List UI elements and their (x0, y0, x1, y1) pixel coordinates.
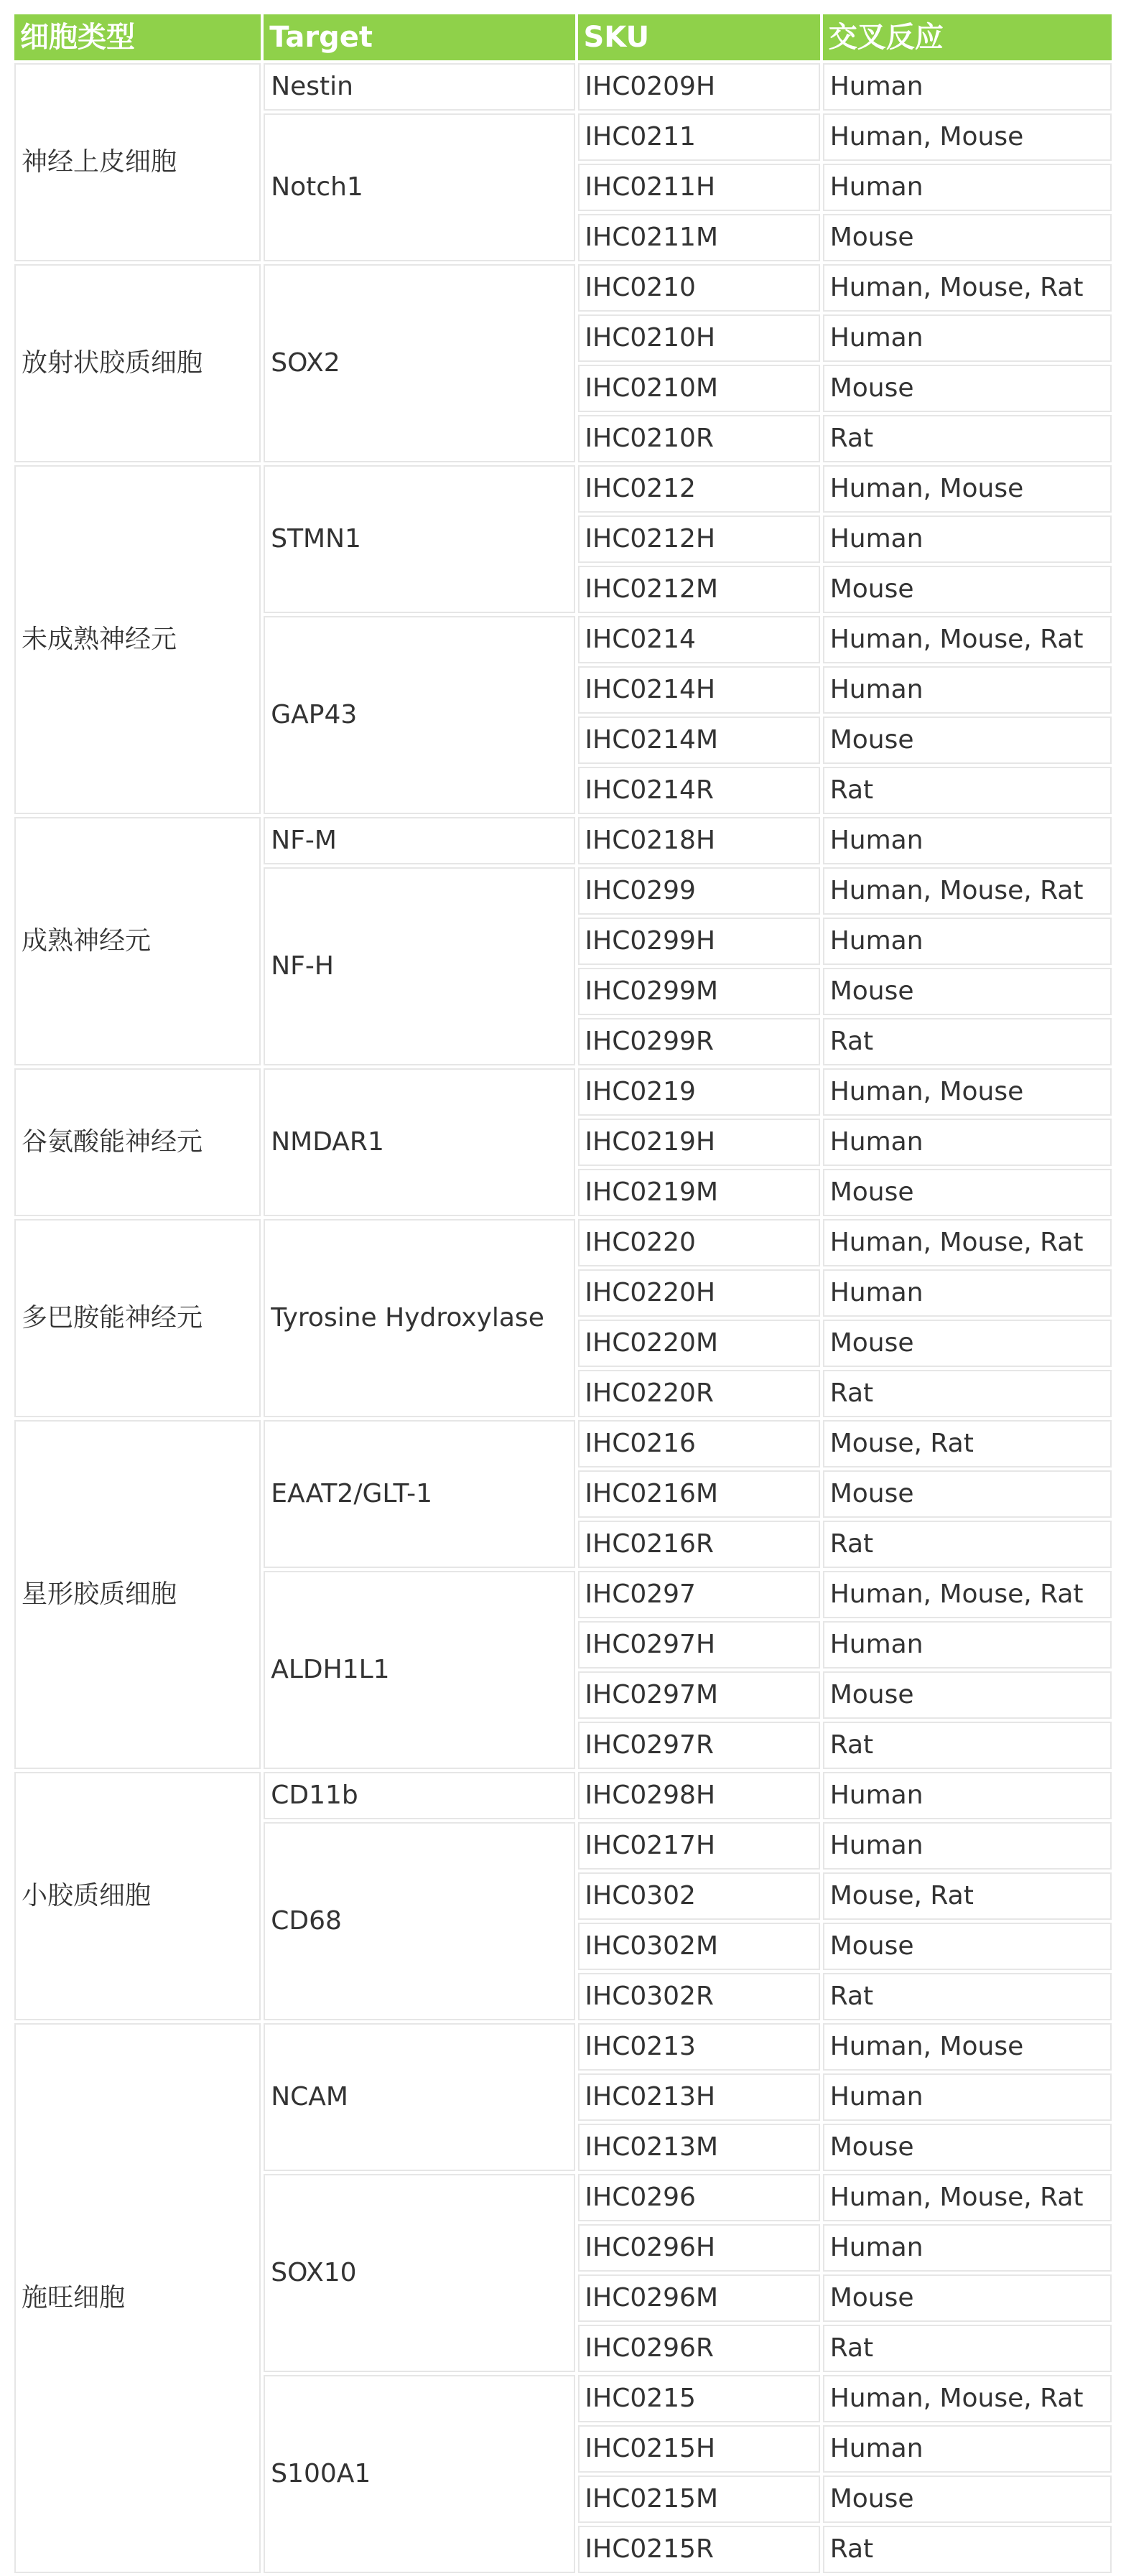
cell-type-cell: 谷氨酸能神经元 (14, 1068, 261, 1216)
target-cell: Tyrosine Hydroxylase (264, 1219, 574, 1417)
sku-cell: IHC0215H (578, 2425, 820, 2473)
sku-cell: IHC0210M (578, 365, 820, 412)
cross-reactivity-cell: Mouse, Rat (823, 1420, 1112, 1467)
cross-reactivity-cell: Mouse (823, 2124, 1112, 2171)
sku-cell: IHC0212 (578, 465, 820, 513)
cross-reactivity-cell: Human (823, 2224, 1112, 2272)
cross-reactivity-cell: Human, Mouse, Rat (823, 2375, 1112, 2422)
sku-cell: IHC0210R (578, 415, 820, 462)
table-row (14, 1772, 1112, 1819)
cross-reactivity-cell: Human (823, 63, 1112, 111)
antibody-table-container (11, 11, 1115, 2576)
sku-cell: IHC0299R (578, 1018, 820, 1065)
sku-cell: IHC0219H (578, 1119, 820, 1166)
target-cell: ALDH1L1 (264, 1571, 574, 1769)
sku-cell: IHC0299H (578, 918, 820, 965)
table-row (14, 1068, 1112, 1116)
sku-cell: IHC0220 (578, 1219, 820, 1266)
cross-reactivity-cell: Human (823, 817, 1112, 864)
target-cell: CD68 (264, 1822, 574, 2020)
sku-cell: IHC0214R (578, 767, 820, 814)
cross-reactivity-cell: Human (823, 1269, 1112, 1317)
sku-cell: IHC0302 (578, 1872, 820, 1920)
cross-reactivity-cell: Human, Mouse (823, 1068, 1112, 1116)
sku-cell: IHC0220M (578, 1320, 820, 1367)
table-row (14, 465, 1112, 513)
header-target: Target (264, 14, 574, 60)
sku-cell: IHC0212M (578, 566, 820, 613)
sku-cell: IHC0220H (578, 1269, 820, 1317)
sku-cell: IHC0216M (578, 1470, 820, 1518)
cross-reactivity-cell: Mouse (823, 214, 1112, 261)
header-cell-type: 细胞类型 (14, 14, 261, 60)
sku-cell: IHC0219 (578, 1068, 820, 1116)
sku-cell: IHC0297R (578, 1722, 820, 1769)
sku-cell: IHC0214H (578, 666, 820, 714)
cross-reactivity-cell: Mouse, Rat (823, 1872, 1112, 1920)
target-cell: NMDAR1 (264, 1068, 574, 1216)
cross-reactivity-cell: Rat (823, 415, 1112, 462)
cross-reactivity-cell: Human, Mouse (823, 465, 1112, 513)
sku-cell: IHC0297M (578, 1671, 820, 1719)
sku-cell: IHC0297H (578, 1621, 820, 1669)
cell-type-cell: 多巴胺能神经元 (14, 1219, 261, 1417)
sku-cell: IHC0211M (578, 214, 820, 261)
cross-reactivity-cell: Human (823, 314, 1112, 362)
cross-reactivity-cell: Human, Mouse, Rat (823, 867, 1112, 915)
target-cell: Notch1 (264, 113, 574, 261)
header-sku: SKU (578, 14, 820, 60)
cell-type-cell: 放射状胶质细胞 (14, 264, 261, 462)
cell-type-cell: 施旺细胞 (14, 2023, 261, 2573)
cross-reactivity-cell: Human, Mouse, Rat (823, 2174, 1112, 2221)
sku-cell: IHC0213 (578, 2023, 820, 2071)
cell-type-cell: 小胶质细胞 (14, 1772, 261, 2020)
cross-reactivity-cell: Human, Mouse (823, 113, 1112, 161)
cross-reactivity-cell: Mouse (823, 1923, 1112, 1970)
sku-cell: IHC0217H (578, 1822, 820, 1870)
sku-cell: IHC0216 (578, 1420, 820, 1467)
cross-reactivity-cell: Human (823, 1621, 1112, 1669)
cross-reactivity-cell: Human (823, 515, 1112, 563)
target-cell: NF-M (264, 817, 574, 864)
cross-reactivity-cell: Mouse (823, 1470, 1112, 1518)
cross-reactivity-cell: Rat (823, 1722, 1112, 1769)
cross-reactivity-cell: Rat (823, 767, 1112, 814)
sku-cell: IHC0209H (578, 63, 820, 111)
sku-cell: IHC0213H (578, 2073, 820, 2121)
sku-cell: IHC0220R (578, 1370, 820, 1417)
cross-reactivity-cell: Human (823, 1772, 1112, 1819)
table-row (14, 1420, 1112, 1467)
sku-cell: IHC0215M (578, 2475, 820, 2523)
sku-cell: IHC0297 (578, 1571, 820, 1618)
cross-reactivity-cell: Mouse (823, 2274, 1112, 2322)
cross-reactivity-cell: Human (823, 1119, 1112, 1166)
target-cell: S100A1 (264, 2375, 574, 2573)
sku-cell: IHC0211 (578, 113, 820, 161)
cross-reactivity-cell: Mouse (823, 1169, 1112, 1216)
sku-cell: IHC0219M (578, 1169, 820, 1216)
target-cell: NCAM (264, 2023, 574, 2171)
target-cell: Nestin (264, 63, 574, 111)
target-cell: STMN1 (264, 465, 574, 613)
cross-reactivity-cell: Mouse (823, 2475, 1112, 2523)
cross-reactivity-cell: Human, Mouse, Rat (823, 616, 1112, 663)
table-header (14, 14, 1112, 60)
table-body (14, 63, 1112, 2573)
sku-cell: IHC0213M (578, 2124, 820, 2171)
target-cell: SOX2 (264, 264, 574, 462)
cross-reactivity-cell: Mouse (823, 365, 1112, 412)
target-cell: GAP43 (264, 616, 574, 814)
cross-reactivity-cell: Rat (823, 1973, 1112, 2020)
antibody-table (11, 11, 1115, 2576)
cross-reactivity-cell: Rat (823, 1370, 1112, 1417)
cross-reactivity-cell: Mouse (823, 1671, 1112, 1719)
target-cell: NF-H (264, 867, 574, 1065)
target-cell: CD11b (264, 1772, 574, 1819)
cross-reactivity-cell: Human, Mouse, Rat (823, 1571, 1112, 1618)
sku-cell: IHC0212H (578, 515, 820, 563)
cross-reactivity-cell: Human, Mouse, Rat (823, 264, 1112, 312)
table-row (14, 63, 1112, 111)
sku-cell: IHC0210H (578, 314, 820, 362)
cell-type-cell: 神经上皮细胞 (14, 63, 261, 261)
cross-reactivity-cell: Rat (823, 2325, 1112, 2372)
header-row (14, 14, 1112, 60)
cross-reactivity-cell: Rat (823, 2526, 1112, 2573)
table-row (14, 817, 1112, 864)
cross-reactivity-cell: Rat (823, 1521, 1112, 1568)
sku-cell: IHC0302M (578, 1923, 820, 1970)
cross-reactivity-cell: Rat (823, 1018, 1112, 1065)
sku-cell: IHC0296 (578, 2174, 820, 2221)
cross-reactivity-cell: Mouse (823, 1320, 1112, 1367)
cross-reactivity-cell: Human (823, 2073, 1112, 2121)
sku-cell: IHC0302R (578, 1973, 820, 2020)
sku-cell: IHC0214 (578, 616, 820, 663)
table-row (14, 2023, 1112, 2071)
sku-cell: IHC0298H (578, 1772, 820, 1819)
sku-cell: IHC0296H (578, 2224, 820, 2272)
sku-cell: IHC0211H (578, 164, 820, 211)
cross-reactivity-cell: Human (823, 918, 1112, 965)
sku-cell: IHC0296R (578, 2325, 820, 2372)
cross-reactivity-cell: Human, Mouse, Rat (823, 1219, 1112, 1266)
cross-reactivity-cell: Mouse (823, 717, 1112, 764)
sku-cell: IHC0215 (578, 2375, 820, 2422)
header-cross-reactivity: 交叉反应 (823, 14, 1112, 60)
cell-type-cell: 星形胶质细胞 (14, 1420, 261, 1769)
target-cell: SOX10 (264, 2174, 574, 2372)
sku-cell: IHC0296M (578, 2274, 820, 2322)
sku-cell: IHC0214M (578, 717, 820, 764)
cross-reactivity-cell: Human (823, 666, 1112, 714)
sku-cell: IHC0216R (578, 1521, 820, 1568)
target-cell: EAAT2/GLT-1 (264, 1420, 574, 1568)
cell-type-cell: 成熟神经元 (14, 817, 261, 1065)
sku-cell: IHC0299 (578, 867, 820, 915)
table-row (14, 1219, 1112, 1266)
cell-type-cell: 未成熟神经元 (14, 465, 261, 814)
sku-cell: IHC0215R (578, 2526, 820, 2573)
sku-cell: IHC0218H (578, 817, 820, 864)
cross-reactivity-cell: Mouse (823, 566, 1112, 613)
table-row (14, 264, 1112, 312)
cross-reactivity-cell: Human (823, 164, 1112, 211)
cross-reactivity-cell: Human, Mouse (823, 2023, 1112, 2071)
cross-reactivity-cell: Human (823, 1822, 1112, 1870)
cross-reactivity-cell: Human (823, 2425, 1112, 2473)
sku-cell: IHC0299M (578, 968, 820, 1015)
sku-cell: IHC0210 (578, 264, 820, 312)
cross-reactivity-cell: Mouse (823, 968, 1112, 1015)
